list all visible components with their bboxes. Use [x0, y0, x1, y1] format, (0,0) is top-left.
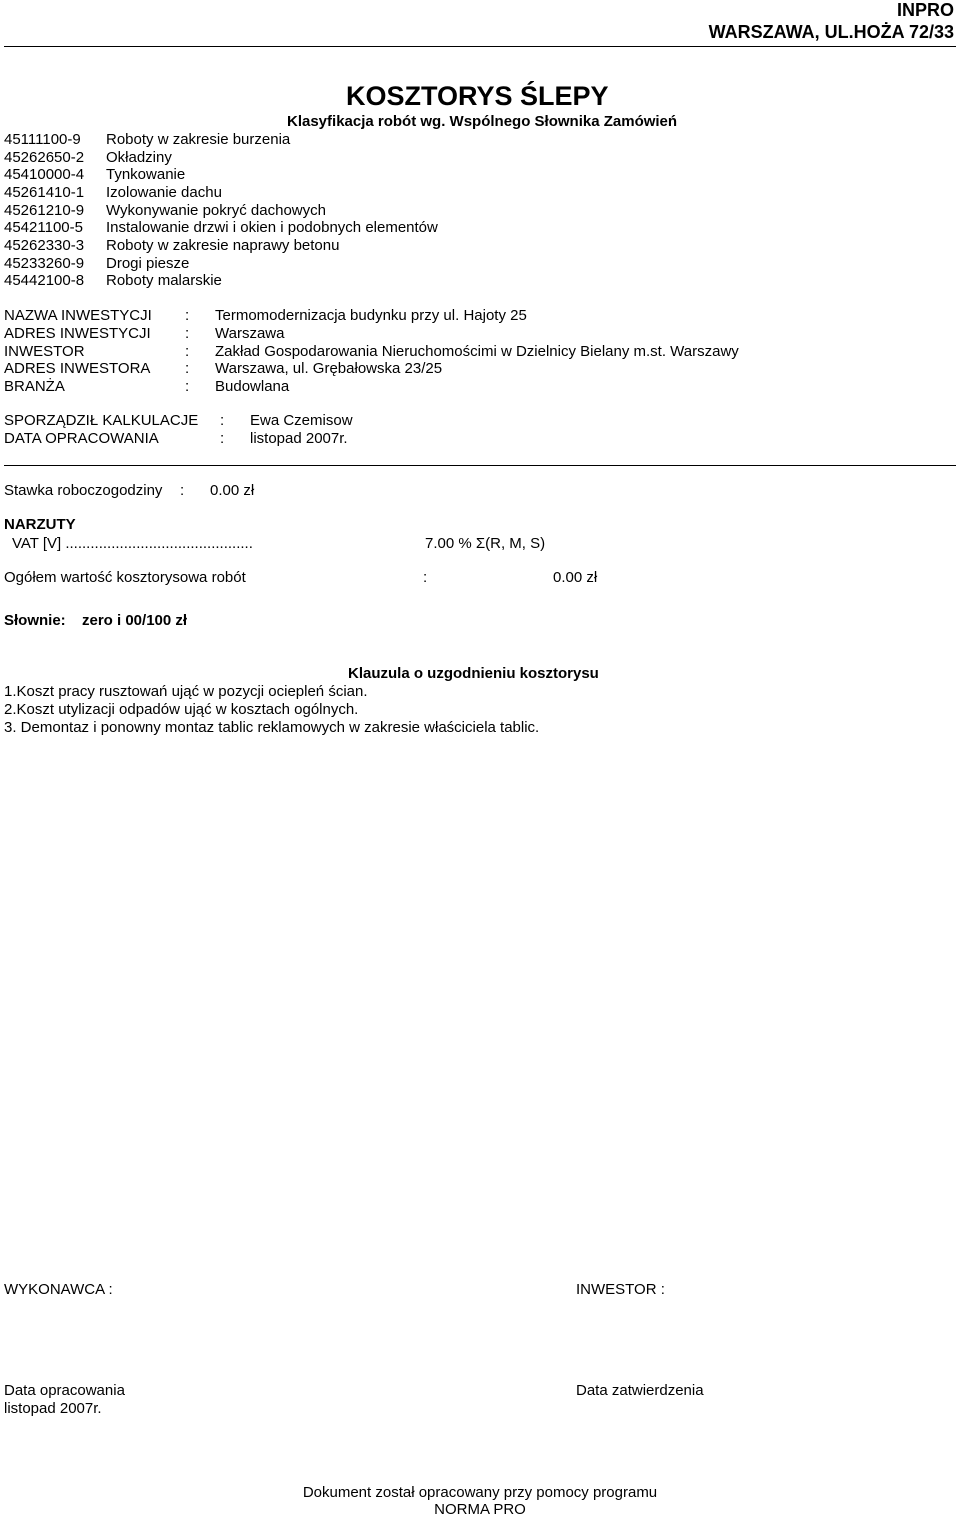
classification-heading: Klasyfikacja robót wg. Wspólnego Słownika Zamówień: [287, 113, 678, 130]
clause-heading: Klauzula o uzgodnieniu kosztorysu: [348, 665, 599, 682]
investment-name-sep: :: [185, 307, 190, 324]
classification-code: 45442100-8: [4, 272, 85, 289]
branch-value: Budowlana: [215, 378, 290, 395]
clause-line: 1.Koszt pracy rusztowań ująć w pozycji ociepleń ścian.: [4, 683, 368, 700]
company-address: WARSZAWA, UL.HOŻA 72/33: [708, 22, 954, 42]
prep-date-label: Data opracowania: [4, 1382, 125, 1399]
classification-code: 45262330-3: [4, 237, 85, 254]
vat-value: 7.00 % Σ(R, M, S): [425, 535, 546, 552]
classification-name: Okładziny: [106, 149, 172, 166]
total-value-amount: 0.00 zł: [553, 569, 598, 586]
branch-label: BRANŻA: [4, 378, 65, 395]
classification-code: 45421100-5: [4, 219, 83, 236]
classification-code: 45262650-2: [4, 149, 85, 166]
investor-address-sep: :: [185, 360, 190, 377]
contractor-label: WYKONAWCA :: [4, 1281, 113, 1298]
investor-label: INWESTOR: [4, 343, 85, 360]
section-divider: [4, 465, 956, 466]
investment-address-label: ADRES INWESTYCJI: [4, 325, 151, 342]
approval-date-label: Data zatwierdzenia: [576, 1382, 704, 1399]
hourly-rate-value: 0.00 zł: [210, 482, 255, 499]
footer-line-1: Dokument został opracowany przy pomocy programu: [302, 1484, 658, 1501]
total-value-label: Ogółem wartość kosztorysowa robót: [4, 569, 246, 586]
classification-code: 45111100-9: [4, 131, 81, 148]
amount-in-words-label: Słownie:: [4, 612, 66, 629]
preparation-date-sep: :: [220, 430, 225, 447]
investor-sep: :: [185, 343, 190, 360]
investment-address-sep: :: [185, 325, 190, 342]
classification-name: Izolowanie dachu: [106, 184, 222, 201]
header-divider: [4, 46, 956, 47]
clause-line: 3. Demontaz i ponowny montaz tablic reklamowych w zakresie właściciela tablic.: [4, 719, 540, 736]
classification-name: Roboty w zakresie naprawy betonu: [106, 237, 340, 254]
classification-name: Wykonywanie pokryć dachowych: [106, 202, 326, 219]
classification-code: 45261410-1: [4, 184, 85, 201]
classification-name: Roboty w zakresie burzenia: [106, 131, 291, 148]
total-value-sep: :: [423, 569, 428, 586]
company-name: INPRO: [896, 0, 954, 20]
prep-date-value: listopad 2007r.: [4, 1400, 102, 1417]
classification-name: Instalowanie drzwi i okien i podobnych elementów: [106, 219, 438, 236]
preparation-date-value: listopad 2007r.: [250, 430, 348, 447]
page-title: KOSZTORYS ŚLEPY: [346, 81, 609, 111]
investor-address-label: ADRES INWESTORA: [4, 360, 151, 377]
classification-code: 45233260-9: [4, 255, 85, 272]
classification-name: Drogi piesze: [106, 255, 190, 272]
vat-label: VAT [V] .............................................: [12, 535, 253, 552]
investment-name-value: Termomodernizacja budynku przy ul. Hajoty 25: [215, 307, 527, 324]
prepared-by-label: SPORZĄDZIŁ KALKULACJE: [4, 412, 199, 429]
classification-name: Tynkowanie: [106, 166, 186, 183]
footer-line-2: NORMA PRO: [434, 1501, 526, 1518]
investment-name-label: NAZWA INWESTYCJI: [4, 307, 152, 324]
prepared-by-value: Ewa Czemisow: [250, 412, 353, 429]
hourly-rate-sep: :: [180, 482, 185, 499]
preparation-date-label: DATA OPRACOWANIA: [4, 430, 159, 447]
prepared-by-sep: :: [220, 412, 225, 429]
markups-heading: NARZUTY: [4, 516, 76, 533]
classification-code: 45261210-9: [4, 202, 85, 219]
investment-address-value: Warszawa: [215, 325, 285, 342]
branch-sep: :: [185, 378, 190, 395]
classification-name: Roboty malarskie: [106, 272, 222, 289]
classification-code: 45410000-4: [4, 166, 85, 183]
investor-value: Zakład Gospodarowania Nieruchomościmi w Dzielnicy Bielany m.st. Warszawy: [215, 343, 739, 360]
investor-address-value: Warszawa, ul. Grębałowska 23/25: [215, 360, 443, 377]
amount-in-words-value: zero i 00/100 zł: [82, 612, 188, 629]
clause-line: 2.Koszt utylizacji odpadów ująć w kosztach ogólnych.: [4, 701, 359, 718]
hourly-rate-label: Stawka roboczogodziny: [4, 482, 163, 499]
investor-signature-label: INWESTOR :: [576, 1281, 665, 1298]
